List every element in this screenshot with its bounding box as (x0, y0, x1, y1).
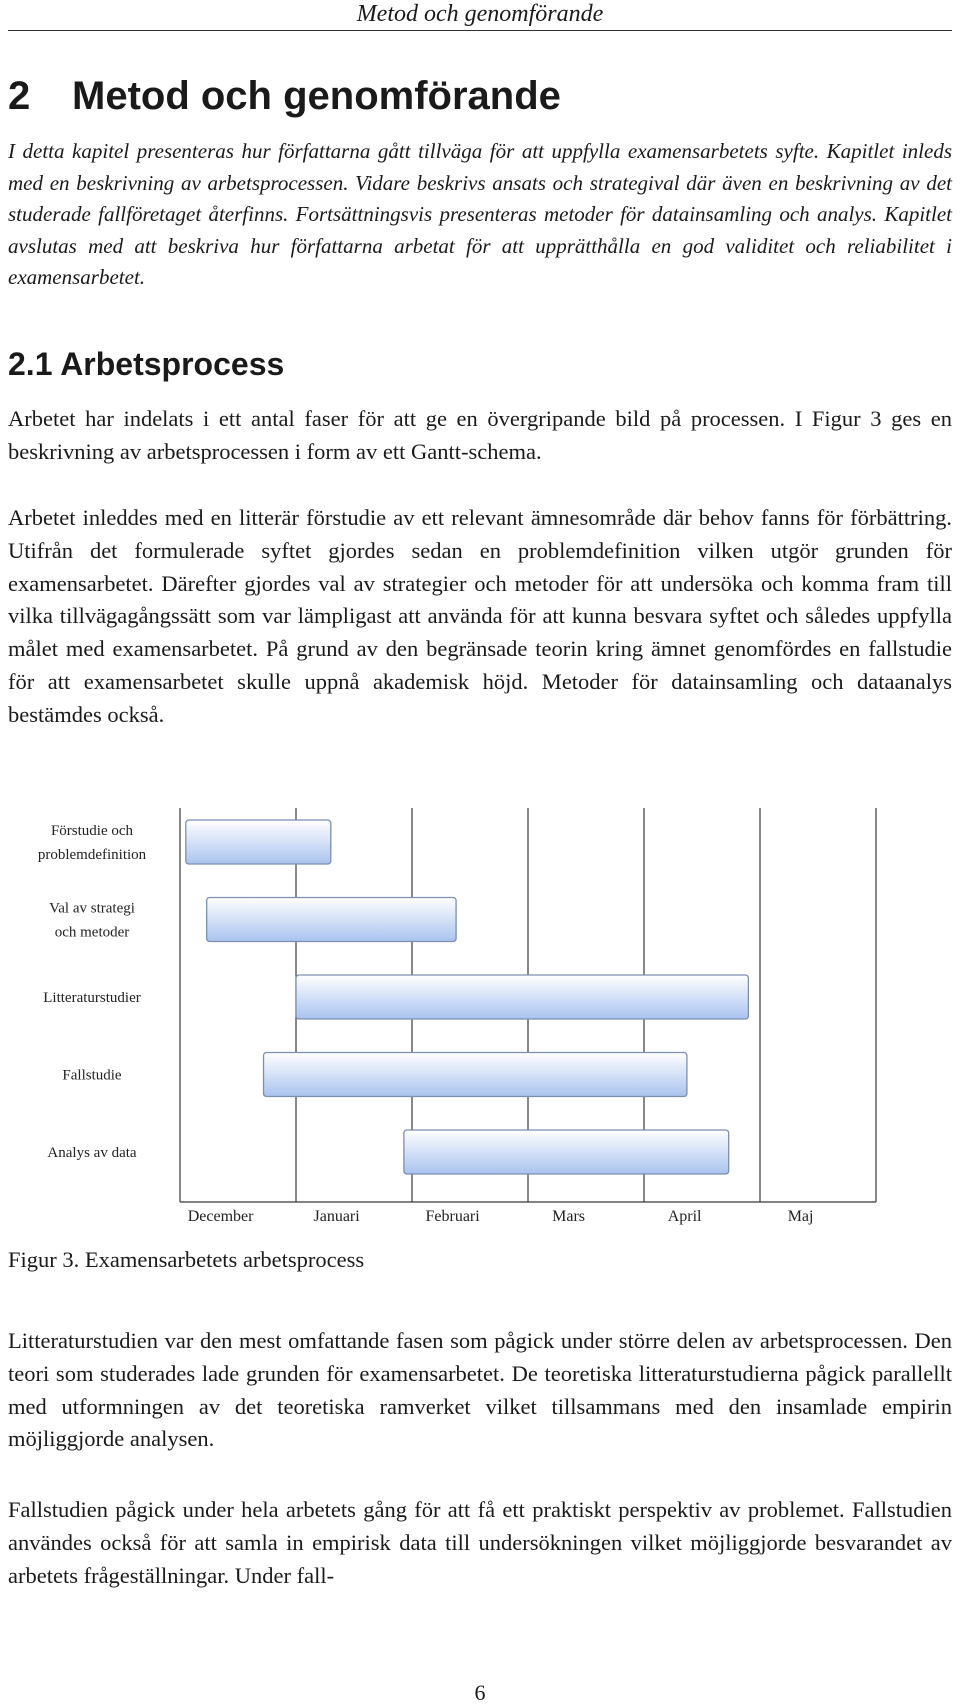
gantt-task-label: Val av strategi (49, 900, 135, 917)
gantt-bars (186, 820, 749, 1174)
header-rule (8, 30, 952, 31)
gantt-bar (207, 898, 456, 942)
gantt-task-label: problemdefinition (37, 847, 147, 863)
gantt-month-labels (188, 1208, 814, 1225)
paragraph-4: Fallstudien pågick under hela arbetets gång för att få ett praktiskt perspektiv av problemet. Fallstudien användes också för att samla in empirisk data till undersökningen vilket möjliggjorde besvarandet av arbetets frågeställningar. Under fall- (8, 1497, 952, 1588)
gantt-bar (186, 820, 331, 864)
chapter-title (8, 68, 561, 124)
page-number: 6 (474, 1680, 486, 1705)
gantt-task-label: Analys av data (47, 1145, 137, 1161)
chapter-intro: I detta kapitel presenteras hur författarna gått tillväga för att uppfylla examensarbetets syfte. Kapitlet inleds med en beskrivning av arbetsprocessen. Vidare beskrivs ansats och strategival där även en beskrivning av det studerade fallföretaget återfinns. Fortsättningsvis presenteras metoder för datainsamling och analys. Kapitlet avslutas med att beskriva hur författarna arbetat för att upprätthålla en god validitet och reliabilitet i examensarbetet. (8, 139, 952, 289)
gantt-task-label: Fallstudie (62, 1067, 122, 1084)
chapter-number: 2 (8, 74, 31, 118)
gantt-month-label: Maj (787, 1208, 814, 1225)
running-header: Metod och genomförande (356, 1, 604, 27)
gantt-task-label: och metoder (54, 924, 130, 941)
paragraph-2: Arbetet inleddes med en litterär förstudie av ett relevant ämnesområde där behov fanns för förbättring. Utifrån det formulerade syftet gjordes sedan en problemdefinition vilken utgör grunden för examensarbetet. Därefter gjordes val av strategier och metoder för att undersöka och komma fram till vilka tillvägagångssätt som var lämpligast att använda för att kunna besvara syftet och således uppfylla målet med examensarbetet. På grund av den begränsade teorin kring ämnet genomfördes en fallstudie för att examensarbetet skulle uppnå akademisk höjd. Metoder för datainsamling och dataanalys bestämdes också. (8, 505, 952, 727)
gantt-task-label: Förstudie och (50, 823, 134, 839)
gantt-chart (0, 790, 960, 1230)
paragraph-1: Arbetet har indelats i ett antal faser för att ge en övergripande bild på processen. I Figur 3 ges en beskrivning av arbetsprocessen i form av ett Gantt-schema. (8, 406, 952, 464)
gantt-month-label: Januari (313, 1208, 360, 1225)
section-title (8, 342, 284, 386)
section-number: 2.1 (8, 346, 53, 382)
gantt-bar (264, 1053, 687, 1097)
gantt-task-labels (38, 823, 147, 1161)
section-title-text: Arbetsprocess (60, 346, 285, 382)
gantt-bar (404, 1130, 729, 1174)
paragraph-3: Litteraturstudien var den mest omfattande fasen som pågick under större delen av arbetsprocessen. Den teori som studerades lade grunden för examensarbetet. De teoretiska litteraturstudierna pågick parallellt med utformningen av det teoretiska ramverket vilket tillsammans med den insamlade empirin möjliggjorde analysen. (8, 1328, 952, 1452)
gantt-month-label: December (187, 1208, 254, 1225)
gantt-bar (296, 975, 748, 1019)
gantt-task-label: Litteraturstudier (43, 990, 141, 1006)
gantt-month-label: April (667, 1208, 702, 1225)
gantt-month-label: Februari (425, 1208, 480, 1225)
gantt-month-label: Mars (552, 1208, 586, 1225)
figure-caption: Figur 3. Examensarbetets arbetsprocess (8, 1247, 365, 1272)
chapter-title-text: Metod och genomförande (72, 74, 561, 118)
